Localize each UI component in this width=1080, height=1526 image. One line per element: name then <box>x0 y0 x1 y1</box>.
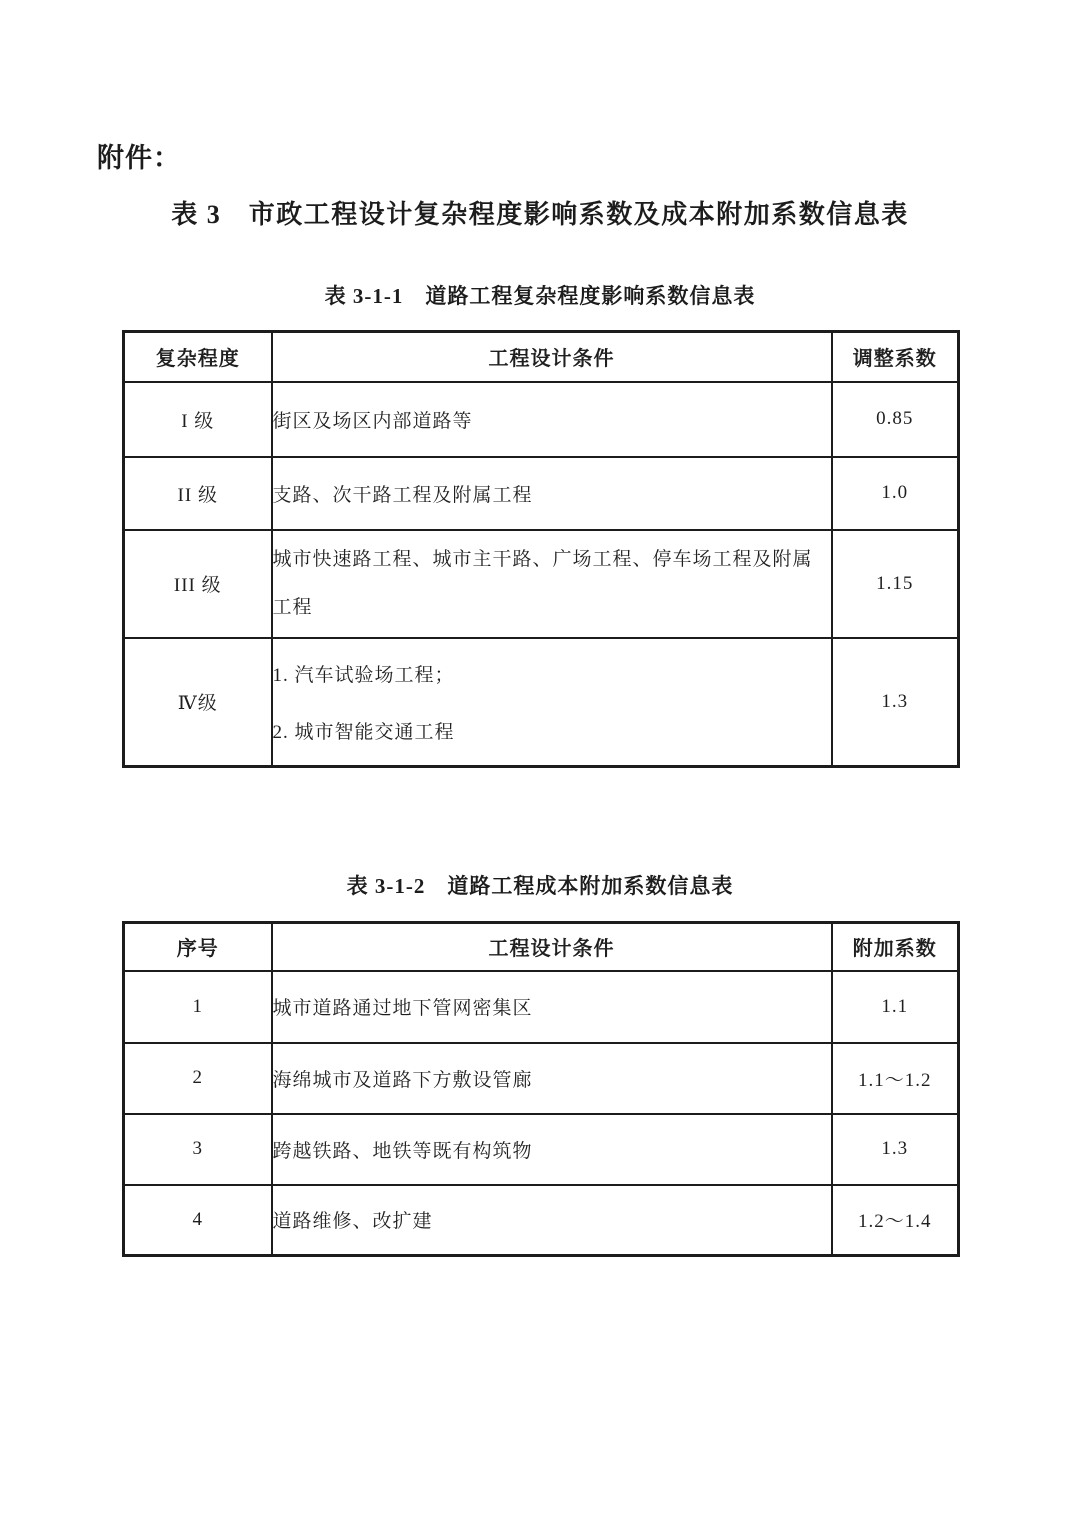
table-row <box>124 1114 959 1185</box>
cell-condition: 城市道路通过地下管网密集区 <box>272 971 832 1043</box>
cell-condition: 街区及场区内部道路等 <box>272 382 832 457</box>
header-adjust-coefficient: 调整系数 <box>832 332 959 382</box>
attachment-label: 附件： <box>97 143 181 173</box>
cell-level: I 级 <box>124 382 272 457</box>
cell-level: III 级 <box>124 530 272 638</box>
table-row <box>124 1185 959 1256</box>
cell-level: II 级 <box>124 457 272 530</box>
cell-coefficient: 1.2～1.4 <box>832 1185 959 1256</box>
complexity-coefficient-table <box>122 330 960 768</box>
table-row <box>124 382 959 457</box>
cell-index: 1 <box>124 971 272 1043</box>
document-title: 表 3 市政工程设计复杂程度影响系数及成本附加系数信息表 <box>171 200 909 229</box>
cell-coefficient: 1.1～1.2 <box>832 1043 959 1114</box>
header-design-condition: 工程设计条件 <box>272 923 832 971</box>
table-row <box>124 530 959 638</box>
cell-condition: 道路维修、改扩建 <box>272 1185 832 1256</box>
cell-coefficient: 1.0 <box>832 457 959 530</box>
cell-coefficient: 0.85 <box>832 382 959 457</box>
table-header-row <box>124 923 959 971</box>
cell-index: 3 <box>124 1114 272 1185</box>
header-complexity-level: 复杂程度 <box>124 332 272 382</box>
cell-coefficient: 1.15 <box>832 530 959 638</box>
cell-condition: 支路、次干路工程及附属工程 <box>272 457 832 530</box>
header-index: 序号 <box>124 923 272 971</box>
table-row <box>124 457 959 530</box>
cell-condition: 城市快速路工程、城市主干路、广场工程、停车场工程及附属工程 <box>272 530 832 638</box>
table-header-row <box>124 332 959 382</box>
header-addition-coefficient: 附加系数 <box>832 923 959 971</box>
cell-index: 2 <box>124 1043 272 1114</box>
cell-coefficient: 1.3 <box>832 1114 959 1185</box>
cost-addition-coefficient-table <box>122 921 960 1257</box>
cell-condition: 海绵城市及道路下方敷设管廊 <box>272 1043 832 1114</box>
table-row <box>124 971 959 1043</box>
table2-caption: 表 3-1-2 道路工程成本附加系数信息表 <box>346 874 734 898</box>
cell-coefficient: 1.1 <box>832 971 959 1043</box>
cell-index: 4 <box>124 1185 272 1256</box>
cell-condition: 跨越铁路、地铁等既有构筑物 <box>272 1114 832 1185</box>
header-design-condition: 工程设计条件 <box>272 332 832 382</box>
cell-condition <box>272 638 832 767</box>
cell-level: Ⅳ级 <box>124 638 272 767</box>
table-row <box>124 1043 959 1114</box>
table-row <box>124 638 959 767</box>
condition-item-2: 2. 城市智能交通工程 <box>272 721 455 743</box>
condition-item-1: 1. 汽车试验场工程； <box>272 664 455 686</box>
table1-caption: 表 3-1-1 道路工程复杂程度影响系数信息表 <box>324 284 756 308</box>
cell-coefficient: 1.3 <box>832 638 959 767</box>
